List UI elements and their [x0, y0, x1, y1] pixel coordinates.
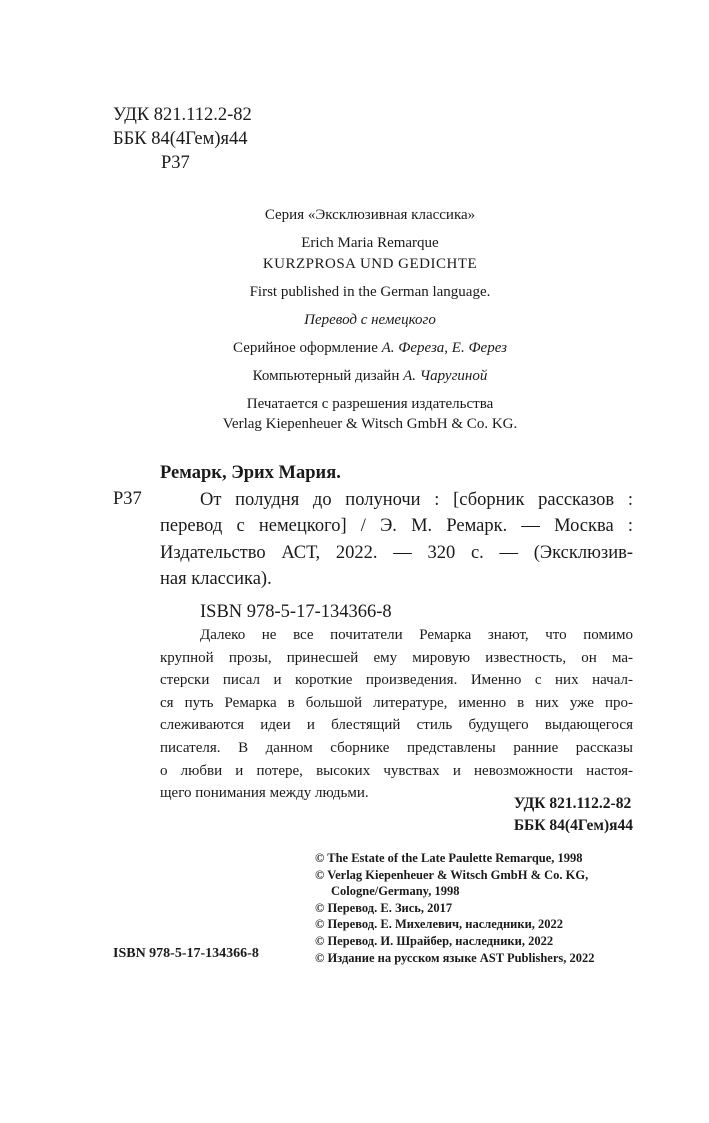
computer-design-label: Компьютерный дизайн: [252, 368, 404, 384]
annotation-line: крупной прозы, принесшей ему мировую известность, он ма-: [160, 649, 633, 666]
catalog-heading: Ремарк, Эрих Мария.: [160, 463, 341, 483]
bbk-code: ББК 84(4Гем)я44: [113, 129, 248, 149]
annotation-line: Далеко не все почитатели Ремарка знают, что помимо: [200, 627, 633, 643]
annotation-line: щего понимания между людьми.: [160, 785, 369, 802]
isbn-bottom: ISBN 978-5-17-134366-8: [113, 946, 259, 961]
permission-line-2: Verlag Kiepenheuer & Witsch GmbH & Co. KG.: [222, 416, 518, 432]
catalog-entry: [160, 460, 633, 625]
copyright-line: © Перевод. И. Шрайбер, наследники, 2022: [315, 933, 554, 948]
copyright-line: © Издание на русском языке AST Publishers, 2022: [315, 950, 595, 965]
copyright-line: © Перевод. Е. Михелевич, наследники, 2022: [315, 917, 564, 932]
catalog-isbn: ISBN 978-5-17-134366-8: [200, 601, 392, 622]
copyright-line: © Перевод. Е. Зись, 2017: [315, 900, 453, 915]
imprint-block: [160, 205, 580, 434]
catalog-line: перевод с немецкого] / Э. М. Ремарк. — Москва :: [160, 516, 633, 536]
first-published-note: First published in the German language.: [249, 284, 491, 300]
series-design-label: Серийное оформление: [233, 340, 382, 356]
catalog-line: ная классика).: [160, 569, 272, 589]
computer-design-credit: [160, 366, 580, 386]
original-author: Erich Maria Remarque: [301, 235, 439, 251]
copyright-list: [315, 850, 595, 966]
annotation: [160, 624, 633, 805]
annotation-line: ся путь Ремарка в большой литературе, именно в них уже про-: [160, 694, 633, 711]
udk-code-bold: УДК 821.112.2-82: [513, 795, 632, 812]
permission-line-1: Печатается с разрешения издательства: [246, 396, 494, 412]
catalog-author-mark: Р37: [113, 489, 142, 509]
annotation-line: слеживаются идеи и блестящий стиль будущего выдающегося: [160, 717, 633, 734]
copyright-line: © Verlag Kiepenheuer & Witsch GmbH & Co. KG,: [315, 867, 589, 882]
series-name: Серия «Эксклюзивная классика»: [264, 207, 476, 223]
bbk-code-bold: ББК 84(4Гем)я44: [513, 817, 633, 834]
catalog-line: Издательство АСТ, 2022. — 320 с. — (Эксклюзив-: [160, 542, 633, 563]
annotation-line: о любви и потере, высоких чувствах и невозможности настоя-: [160, 762, 633, 779]
series-design-credit: [160, 338, 580, 358]
classification-top: [113, 103, 252, 175]
catalog-line: От полудня до полуночи : [сборник рассказов :: [200, 489, 633, 510]
original-title: KURZPROSA UND GEDICHTE: [262, 256, 478, 272]
series-design-names: А. Фереза, Е. Ферез: [381, 340, 507, 356]
copyright-line: © The Estate of the Late Paulette Remarque, 1998: [315, 851, 583, 865]
translation-note: Перевод с немецкого: [304, 312, 436, 328]
classification-bottom: [514, 793, 633, 837]
copyright-line: Cologne/Germany, 1998: [331, 884, 460, 899]
computer-design-name: А. Чаругиной: [403, 368, 488, 384]
udk-code: УДК 821.112.2-82: [113, 105, 252, 125]
annotation-line: стерски писал и короткие произведения. Именно с них начал-: [160, 672, 633, 689]
author-mark: Р37: [161, 153, 190, 173]
annotation-line: писателя. В данном сборнике представлены ранние рассказы: [160, 739, 633, 756]
